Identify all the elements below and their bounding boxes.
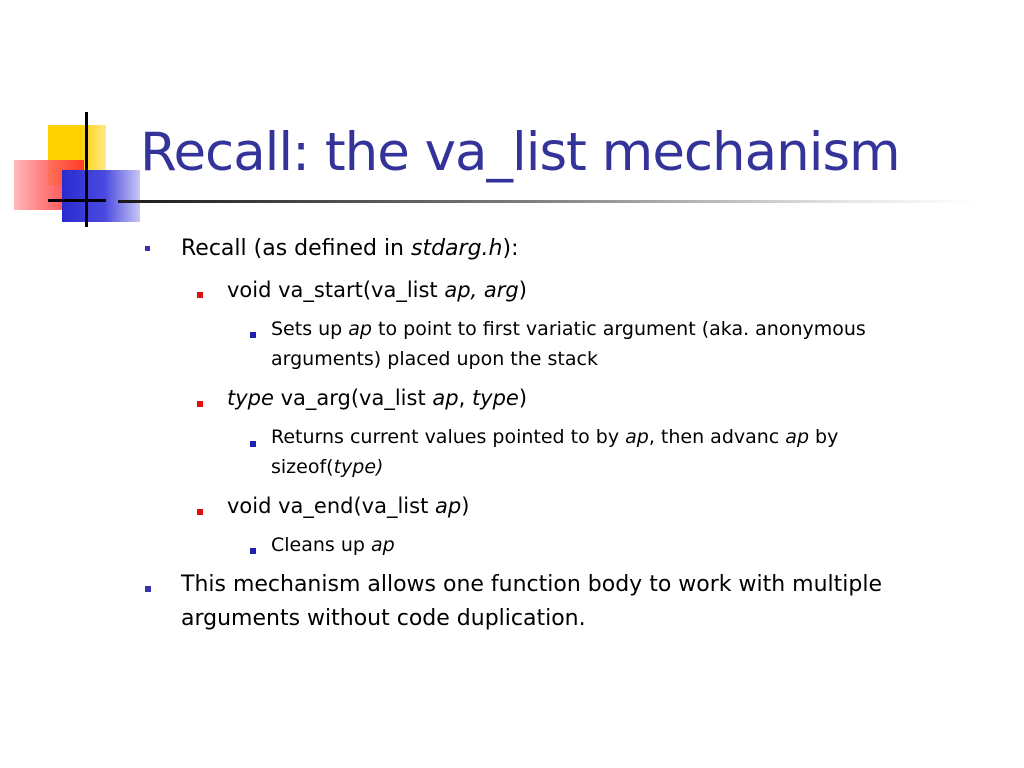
text-run-italic: ap, arg [444, 278, 519, 302]
bullet-va-arg-desc-line2 [271, 456, 383, 478]
text-run-italic: ap [785, 426, 810, 448]
text-run-italic: type [227, 386, 274, 410]
bullet-marker [145, 586, 151, 592]
bullet-marker [250, 332, 256, 338]
decor-vertical-line [85, 112, 88, 227]
text-run: sizeof( [271, 456, 334, 478]
text-run: by [809, 426, 839, 448]
text-run-italic: ap [348, 318, 372, 340]
slide-title: Recall: the va_list mechanism [140, 122, 900, 183]
bullet-marker [250, 548, 256, 554]
bullet-marker [197, 509, 203, 515]
text-run-italic: ap [432, 386, 459, 410]
text-run: ): [502, 236, 519, 261]
bullet-va-end [227, 494, 469, 518]
text-run: ) [518, 278, 527, 302]
text-run: , [458, 386, 472, 410]
bullet-mechanism-line1: This mechanism allows one function body to work with multiple [181, 572, 883, 597]
text-run: , then advanc [648, 426, 786, 448]
text-run-italic: type) [333, 456, 384, 478]
bullet-mechanism-line2: arguments without code duplication. [181, 606, 586, 631]
text-run-italic: ap [625, 426, 649, 448]
bullet-va-end-desc [271, 534, 395, 556]
decor-blue-square [62, 170, 140, 222]
text-run: va_arg(va_list [273, 386, 433, 410]
bullet-va-start-desc-line2: arguments) placed upon the stack [271, 348, 598, 370]
decor-horizontal-line [48, 199, 106, 202]
text-run-italic: ap [434, 494, 462, 518]
bullet-va-start-desc-line1 [271, 318, 866, 340]
bullet-marker [197, 292, 203, 298]
bullet-va-start [227, 278, 527, 302]
text-run: ) [518, 386, 528, 410]
text-run: Recall (as defined in [181, 236, 411, 261]
text-run: Returns current values pointed to by [271, 426, 626, 448]
text-run: ) [461, 494, 470, 518]
bullet-recall [181, 236, 518, 261]
bullet-marker [145, 246, 150, 251]
title-underline-rule [118, 200, 978, 203]
bullet-va-arg-desc-line1 [271, 426, 838, 448]
text-run: void va_start(va_list [227, 278, 445, 302]
text-run: to point to first variatic argument (aka. anonymous [372, 318, 866, 340]
text-run-italic: type [471, 386, 519, 410]
text-run: Sets up [271, 318, 349, 340]
bullet-marker [197, 401, 203, 407]
bullet-marker [250, 441, 256, 447]
text-run: void va_end(va_list [227, 494, 435, 518]
text-run: Cleans up [271, 534, 372, 556]
text-run-italic: stdarg.h [411, 236, 503, 261]
text-run-italic: ap [371, 534, 395, 556]
bullet-va-arg [227, 386, 527, 410]
